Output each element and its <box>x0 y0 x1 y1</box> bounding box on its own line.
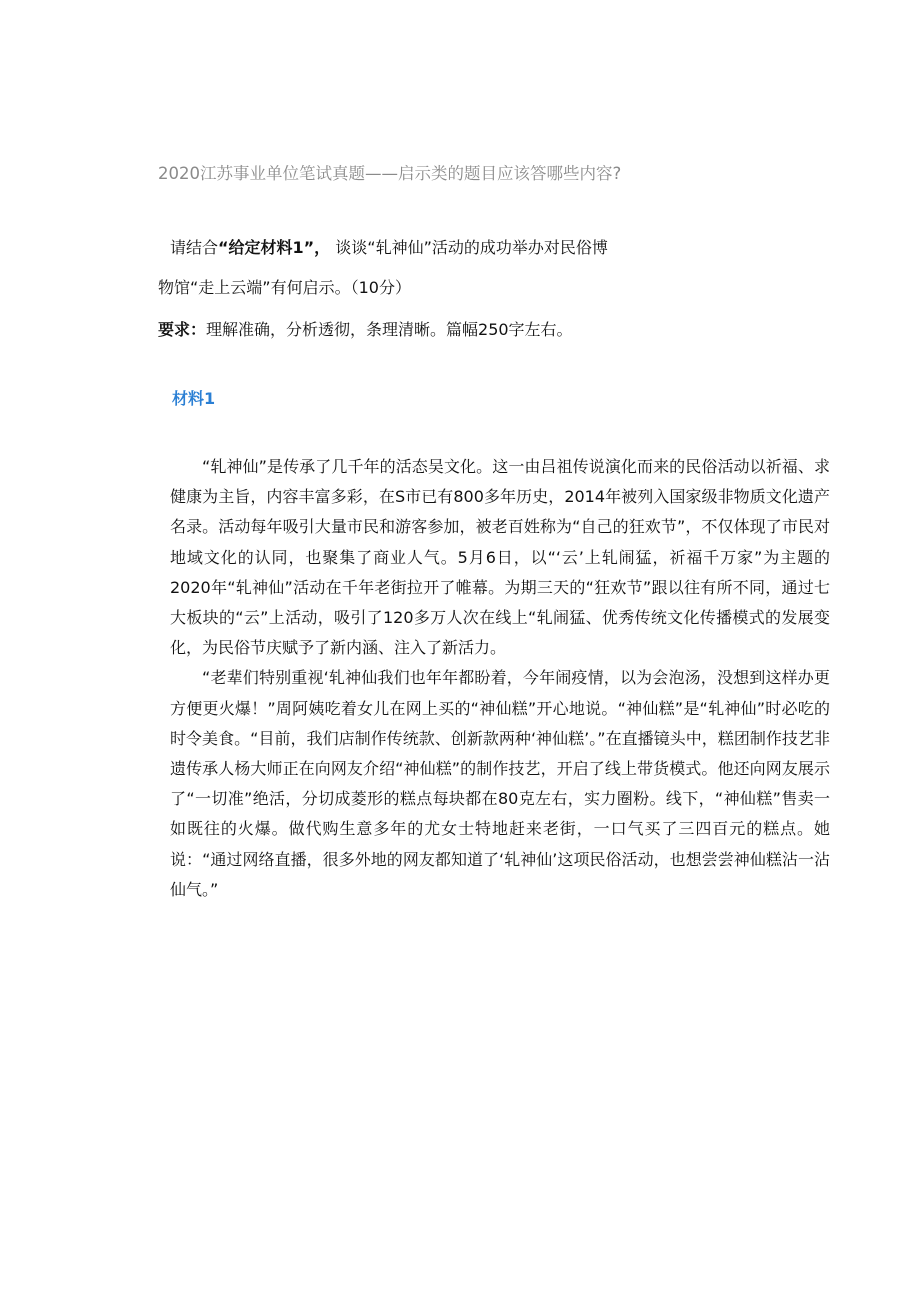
requirement-label: 要求： <box>158 320 207 339</box>
text-line: 地域文化的认同，也聚集了商业人气。5月6日，以“‘云’上轧闹猛，祈福千万家”为主题的2020 <box>170 547 830 597</box>
text-line: 说：“通过网络直播，很多外地的网友都知道了‘轧神仙’这项民俗活动，也想尝尝神仙糕沾一沾 <box>170 849 830 869</box>
text-line: “老辈们特别重视‘轧神仙我们也年年都盼着，今年闹疫情，以为会泡汤，没想到这样办 <box>202 668 814 688</box>
text-line: 为民俗节庆赋予了新内涵、注入了新活力。 <box>202 638 507 658</box>
text-line: 网友展示了“一切准”绝活，分切成菱形的糕点每块都在80克左右，实力圈粉。线下，“神仙糕” <box>170 759 830 809</box>
text-line: 求健康为主旨，内容丰富多彩，在S市已有800多年历史，2014年被列入国家级非物质文化遗产 <box>170 457 830 507</box>
material-body <box>170 452 830 905</box>
question-material-ref: “给定材料1”， <box>218 238 331 257</box>
paragraph-1 <box>170 452 830 663</box>
text-line: 必吃的时令美食。“目前，我们店制作传统款、创新款两种‘神仙糕’。”在直播镜头中，糕团制 <box>170 698 830 748</box>
text-line: 年“轧神仙”活动在千年老街拉开了帷幕。为期三天的“狂欢节”跟以往有所不同，通过七大板 <box>170 577 830 628</box>
requirement <box>158 317 573 340</box>
paragraph-2 <box>170 663 830 905</box>
question-line-1 <box>170 235 608 258</box>
text-line: “轧神仙”是传承了几千年的活态吴文化。这一由吕祖传说演化而来的民俗活动以祈福、 <box>202 457 814 476</box>
material-label: 材料1 <box>172 389 216 408</box>
text-line: 块的“云”上活动，吸引了120多万人次在线上“轧闹猛、优秀传统文化传播模式的发展变化， <box>170 608 830 658</box>
requirement-text: 理解准确，分析透彻，条理清晰。篇幅250字左右。 <box>206 320 573 339</box>
question-prefix: 请结合 <box>170 238 219 257</box>
question-text: 谈谈“轧神仙”活动的成功举办对民俗博 <box>335 238 608 257</box>
text-line: 仙气。” <box>170 879 219 899</box>
question-line-2: 物馆“走上云端”有何启示。（10分） <box>158 278 411 297</box>
text-line: 作技艺非遗传承人杨大师正在向网友介绍“神仙糕”的制作技艺，开启了线上带货模式。他还向 <box>170 728 830 779</box>
text-line: 更方便更火爆！”周阿姨吃着女儿在网上买的“神仙糕”开心地说。“神仙糕”是“轧神仙”时 <box>170 668 830 718</box>
text-line: 售卖一如既往的火爆。做代购生意多年的尤女士特地赶来老街，一口气买了三四百元的糕点。她 <box>170 789 830 839</box>
document-title: 2020江苏事业单位笔试真题——启示类的题目应该答哪些内容? <box>158 164 622 183</box>
text-line: 名录。活动每年吸引大量市民和游客参加，被老百姓称为“自己的狂欢节”，不仅体现了市民对 <box>170 517 830 537</box>
